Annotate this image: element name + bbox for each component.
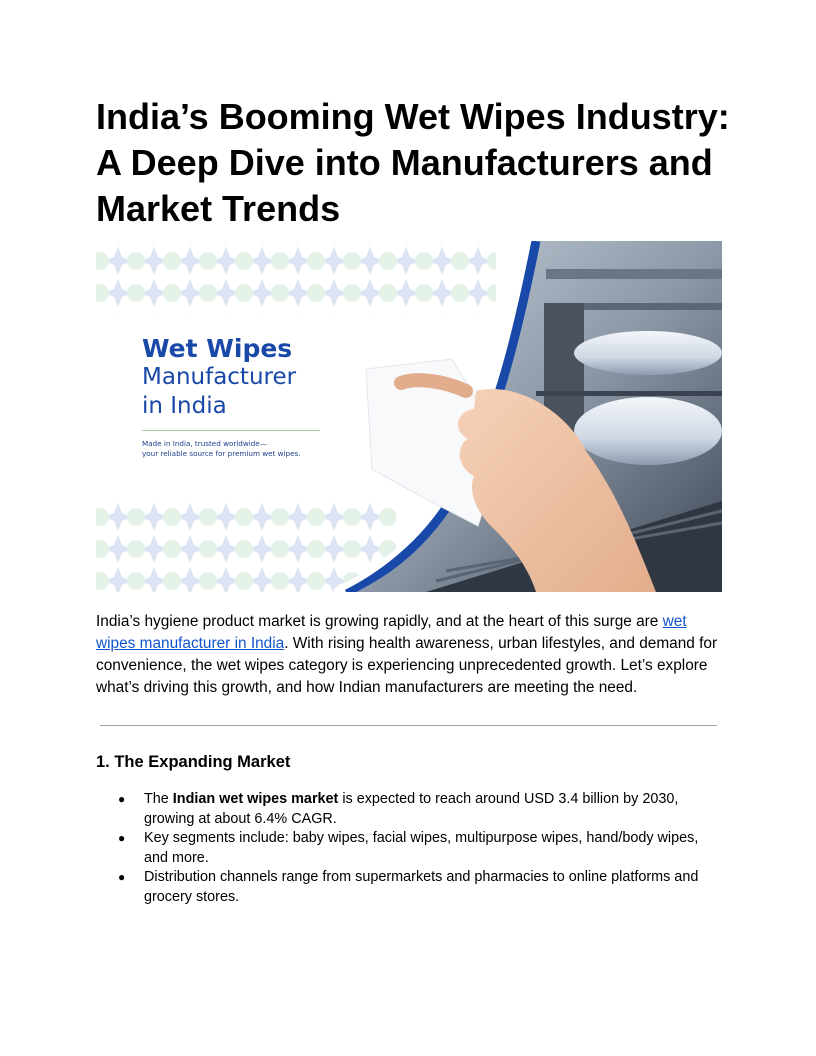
bullet-text-bold: Indian wet wipes market [172,791,339,807]
pattern-band-top [96,241,496,313]
list-item [96,868,722,907]
bullet-text-post: is expected to reach around USD 3.4 billion by 2030, growing at about 6.4% CAGR. [144,791,679,827]
intro-text-after: . With rising health awareness, urban lifestyles, and demand for convenience, the wet wipes category is experiencing unprecedented growth. Let’s explore what’s driving this growth, and how Indian manufacturers are meeting the need. [96,635,718,696]
pattern-band-bottom [96,499,396,592]
banner-heading: Wet Wipes [142,334,293,363]
manufacturer-link[interactable]: wet wipes manufacturer in India [96,613,687,652]
banner-subheading-2: in India [142,393,227,419]
bullet-text: Distribution channels range from supermarkets and pharmacies to online platforms and grocery stores. [144,869,699,905]
banner-tagline-1: Made in India, trusted worldwide— [142,439,267,448]
bullet-icon: ● [118,792,126,806]
banner-divider [142,430,320,431]
page-title: India’s Booming Wet Wipes Industry: A Deep Dive into Manufacturers and Market Trends [96,96,730,229]
hero-banner-image [96,241,722,592]
bullet-icon: ● [118,831,126,845]
market-bullet-list [96,790,722,907]
intro-paragraph [96,611,722,699]
list-item [96,829,722,868]
bullet-icon: ● [118,870,126,884]
banner-tagline-2: your reliable source for premium wet wipes. [142,449,301,458]
intro-text-before: India’s hygiene product market is growing rapidly, and at the heart of this surge are [96,613,663,630]
section-heading: 1. The Expanding Market [96,753,291,771]
paper-roll-lower [574,397,722,465]
banner-text-block [142,334,382,459]
horizontal-divider [100,725,717,726]
bullet-text: Key segments include: baby wipes, facial wipes, multipurpose wipes, hand/body wipes, and more. [144,830,699,866]
paper-roll-upper [574,331,722,375]
list-item [96,790,722,829]
bullet-text-pre: The [144,791,173,807]
banner-subheading-1: Manufacturer [142,364,297,390]
